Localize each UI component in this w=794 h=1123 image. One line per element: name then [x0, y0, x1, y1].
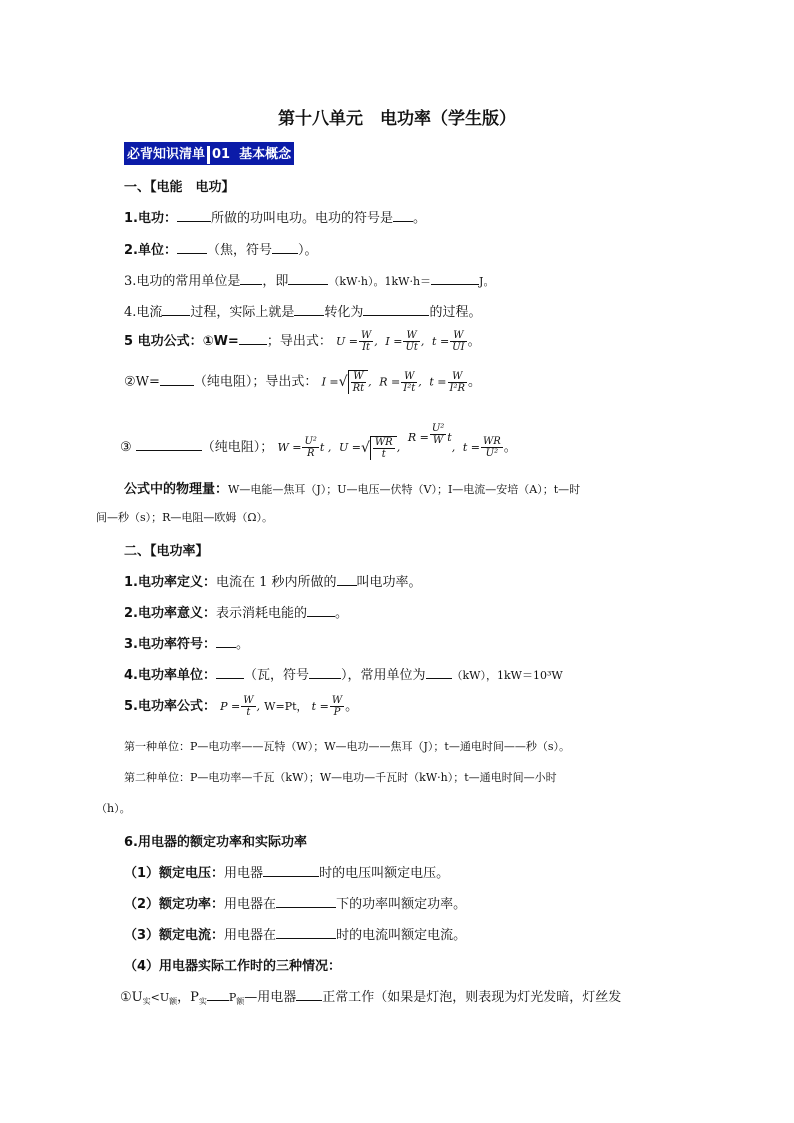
text: <U — [150, 991, 170, 1004]
unit-line-2: 第二种单位：P—电功率—千瓦（kW）；W—电功—千瓦时（kW·h）；t—通电时间—小时 — [124, 771, 557, 784]
banner-number: 01 — [212, 147, 231, 162]
line-1 — [124, 207, 426, 226]
fraction: $\frac{W}{Ut}$ — [405, 330, 418, 353]
power-line-1 — [124, 571, 422, 590]
label: 2.单位： — [124, 243, 177, 258]
text: —用电器 — [244, 990, 297, 1005]
fraction: $\frac{W}{P}$ — [331, 695, 343, 718]
label: 3.电功率符号： — [124, 637, 216, 652]
blank — [216, 666, 244, 679]
blank — [177, 241, 207, 254]
blank — [426, 666, 452, 679]
text: 用电器在 — [224, 928, 277, 943]
rated-power-line — [124, 893, 466, 912]
text: ，即 — [262, 274, 289, 289]
blank — [363, 303, 429, 316]
subscript: 额 — [236, 997, 245, 1006]
line-3 — [124, 270, 494, 289]
text: （纯电阻）； — [201, 440, 274, 455]
line-2 — [124, 239, 318, 258]
blank — [431, 272, 479, 285]
three-cases-heading: （4）用电器实际工作时的三种情况： — [124, 959, 342, 974]
quantities-line-1 — [124, 478, 580, 497]
quantities-line-2: 间—秒（s）；R—电阻—欧姆（Ω）。 — [96, 511, 274, 524]
banner-divider — [207, 146, 210, 164]
fraction: $\frac{W}{It}$ — [360, 330, 372, 353]
label: 5 电功公式：①W= — [124, 334, 239, 349]
line-5-formula: 5 电功公式：①W= ；导出式： U = $\frac{W}{It}$ , I = $\frac{W}{Ut}$ , t = $\frac{W}{UI}$ 。 — [124, 330, 481, 353]
text: 时的电流叫额定电流。 — [336, 928, 467, 943]
fraction: $\frac{W}{\text{I²R}}$ — [449, 370, 466, 394]
power-line-3 — [124, 633, 249, 652]
blank — [239, 332, 267, 345]
text: 的过程。 — [429, 305, 482, 320]
label: 1.电功： — [124, 211, 177, 226]
section1-heading: 一、【电能 电功】 — [124, 180, 235, 195]
text: 转化为 — [324, 305, 364, 320]
text: 时的电压叫额定电压。 — [319, 866, 450, 881]
text: 表示消耗电能的 — [215, 606, 307, 621]
blank — [307, 604, 335, 617]
unit-line-1: 第一种单位：P—电功率——瓦特（W）；W—电功——焦耳（J）；t—通电时间——秒（s）。 — [124, 740, 570, 753]
label: 5.电功率公式： — [124, 699, 216, 714]
text: 所做的功叫电功。电功的符号是 — [210, 211, 393, 226]
blank — [276, 895, 336, 908]
section2-heading: 二、【电功率】 — [124, 544, 209, 559]
text: W—电能—焦耳（J）；U—电压—伏特（V）；I—电流—安培（A）；t—时 — [228, 483, 581, 496]
formula: I = — [381, 335, 403, 348]
text: 正常工作（如果是灯泡，则表现为灯光发暗，灯丝发 — [322, 990, 622, 1005]
blank — [309, 666, 341, 679]
rated-voltage-line — [124, 862, 449, 881]
fraction: $\frac{W}{UI}$ — [452, 330, 465, 353]
power-line-4 — [124, 664, 563, 683]
text: 下的功率叫额定功率。 — [336, 897, 467, 912]
blank — [177, 209, 211, 222]
text: 。 — [235, 637, 249, 652]
unit-line-3: （h）。 — [96, 802, 131, 815]
blank — [207, 988, 229, 1001]
text: （kW·h）。1kW·h＝ — [328, 275, 432, 288]
fraction: $\frac{W}{\text{I²t}}$ — [403, 370, 416, 394]
blank — [276, 926, 336, 939]
text: （kW），1kW＝10³W — [451, 669, 563, 682]
text: （纯电阻）；导出式： — [193, 374, 318, 390]
text: ，P — [177, 990, 199, 1005]
blank — [160, 373, 194, 386]
blank — [136, 438, 202, 451]
blank — [393, 209, 413, 222]
text: J。 — [479, 275, 495, 288]
subscript: 额 — [169, 997, 178, 1006]
line-4 — [124, 301, 481, 320]
blank — [240, 272, 262, 285]
text: ③ — [120, 440, 132, 455]
formula: U = — [335, 335, 358, 348]
text: ）。 — [298, 243, 318, 258]
blank — [263, 864, 319, 877]
blank — [272, 241, 298, 254]
banner-label: 必背知识清单 — [127, 147, 206, 162]
text: （焦，符号 — [206, 243, 272, 258]
sqrt: √ $\frac{WR}{t}$ — [361, 436, 397, 460]
text: 。 — [413, 211, 427, 226]
text: 用电器 — [224, 866, 264, 881]
text: （瓦，符号 — [243, 668, 309, 683]
label: 2.电功率意义： — [124, 606, 216, 621]
text: 3.电功的常用单位是 — [124, 274, 241, 289]
subsection-6: 6.用电器的额定功率和实际功率 — [124, 835, 307, 850]
text: 。 — [335, 606, 349, 621]
text: ②W= — [124, 374, 160, 390]
power-line-2 — [124, 602, 348, 621]
blank — [294, 303, 324, 316]
blank — [162, 303, 190, 316]
text: ），常用单位为 — [341, 668, 426, 683]
case-1-line: $①U_实<U_额$，$P_实$ $P_额—$用电器 正常工作（如果是灯泡，则表现为灯光发暗，灯丝发 — [120, 990, 622, 1006]
section-banner — [124, 142, 294, 165]
subscript: 实 — [142, 997, 151, 1006]
label: 公式中的物理量： — [124, 482, 229, 497]
blank — [216, 635, 236, 648]
blank — [337, 573, 357, 586]
fraction: $\frac{\text{U²}}{R}$ — [304, 436, 317, 459]
label: 4.电功率单位： — [124, 668, 216, 683]
label: （1）额定电压： — [124, 866, 225, 881]
formula: t = — [428, 335, 450, 348]
text: ；导出式： — [266, 334, 332, 349]
page-title: 第十八单元 电功率（学生版） — [278, 109, 516, 129]
label: （3）额定电流： — [124, 928, 225, 943]
fraction: $\frac{WR}{\text{U²}}$ — [482, 436, 501, 459]
blank — [288, 272, 328, 285]
power-line-5: 5.电功率公式： P = $\frac{W}{t}$ , W=Pt， t = $\frac{W}{P}$ 。 — [124, 695, 359, 718]
text: 4.电流 — [124, 305, 163, 320]
blank — [296, 988, 322, 1001]
line-7-formula: ③ （纯电阻）； W = $\frac{\text{U²}}{R}$ t , U =√ $\frac{WR}{t}$ , $^{R =}$ $\frac{\text{U²}}{W}$ $^t$, t = $\frac{WR}{\text{U²}}$ 。 — [120, 423, 517, 460]
label: 1.电功率定义： — [124, 575, 216, 590]
line-6-formula: ②W= （纯电阻）；导出式： I =√ $\frac{W}{Rt}$ , R = $\frac{W}{\text{I²t}}$ , t = $\frac{W}{\text{I²R}}$ 。 — [124, 370, 482, 394]
text: 过程，实际上就是 — [190, 305, 295, 320]
sqrt: √ $\frac{W}{Rt}$ — [339, 370, 368, 394]
text: 电流在 1 秒内所做的 — [215, 575, 337, 590]
text: 用电器在 — [224, 897, 277, 912]
banner-topic: 基本概念 — [239, 147, 292, 162]
label: （2）额定功率： — [124, 897, 225, 912]
fraction: $\frac{W}{t}$ — [243, 695, 254, 718]
text: 叫电功率。 — [356, 575, 422, 590]
subscript: 实 — [198, 997, 207, 1006]
fraction: $\frac{\text{U²}}{W}$ — [431, 423, 445, 446]
text: W=Pt， — [264, 700, 308, 713]
text: ①U — [120, 990, 143, 1005]
rated-current-line — [124, 924, 466, 943]
